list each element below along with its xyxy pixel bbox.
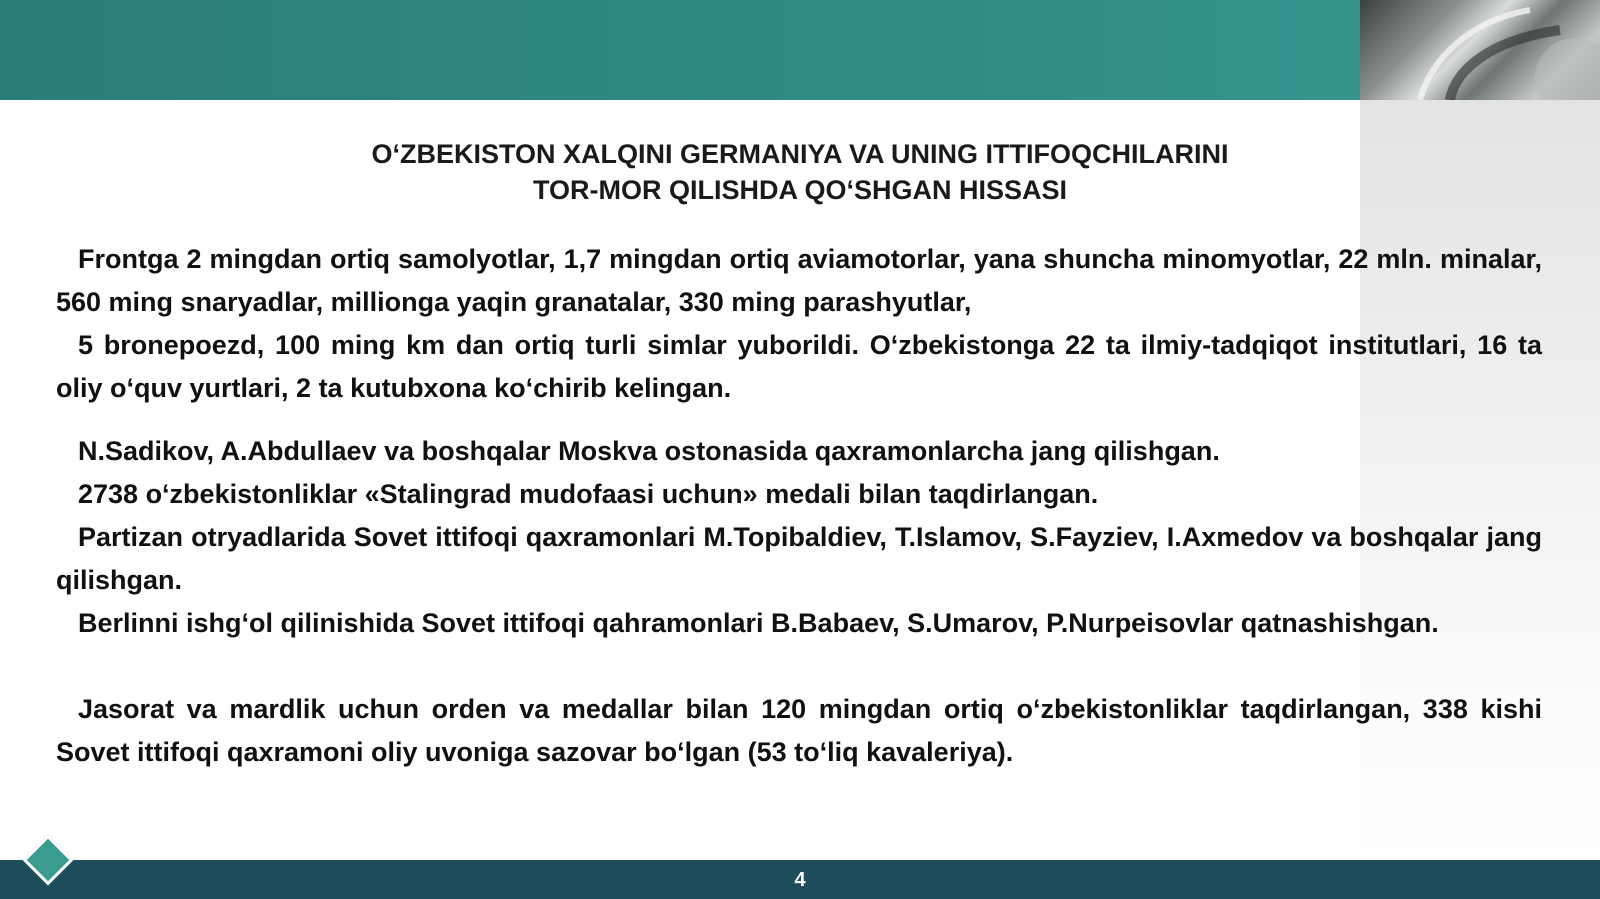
spacer [56,410,1542,430]
paragraph-relocation: 5 bronepoezd, 100 ming km dan ortiq turli simlar yuborildi. O‘zbekistonga 22 ta ilmiy-tadqiqot institutlari, 16 ta oliy o‘quv yurtlari, 2 ta kutubxona ko‘chirib kelingan. [56,330,1542,403]
paragraph-supplies: Frontga 2 mingdan ortiq samolyotlar, 1,7 mingdan ortiq aviamotorlar, yana shuncha minomyotlar, 22 mln. minalar, 560 ming snaryadlar, millionga yaqin granatalar, 330 ming parashyutlar, [56,244,1542,317]
metal-curve-graphic [1360,0,1600,100]
page-number: 4 [794,869,806,891]
title-line-2: TOR-MOR QILISHDA QO‘SHGAN HISSASI [532,175,1068,205]
paragraph-berlin: Berlinni ishg‘ol qilinishida Sovet ittifoqi qahramonlari B.Babaev, S.Umarov, P.Nurpeisovlar qatnashishgan. [78,608,1439,638]
decorative-metal-image [1360,0,1600,100]
paragraph-partisans: Partizan otryadlarida Sovet ittifoqi qaxramonlari M.Topibaldiev, T.Islamov, S.Fayziev, I.Axmedov va boshqalar jang qilishgan. [56,522,1542,595]
title-line-1: O‘ZBEKISTON XALQINI GERMANIYA VA UNING ITTIFOQCHILARINI [371,139,1229,169]
header-band [0,0,1360,100]
slide-body [56,238,1542,774]
paragraph-awards: Jasorat va mardlik uchun orden va medallar bilan 120 mingdan ortiq o‘zbekistonliklar taqdirlangan, 338 kishi Sovet ittifoqi qaxramoni oliy uvoniga sazovar bo‘lgan (53 to‘liq kavaleriya). [56,694,1542,767]
paragraph-stalingrad: 2738 o‘zbekistonliklar «Stalingrad mudofaasi uchun» medali bilan taqdirlangan. [78,479,1099,509]
paragraph-moscow: N.Sadikov, A.Abdullaev va boshqalar Moskva ostonasida qaxramonlarcha jang qilishgan. [78,436,1220,466]
slide-title [140,136,1460,208]
spacer [56,645,1542,688]
